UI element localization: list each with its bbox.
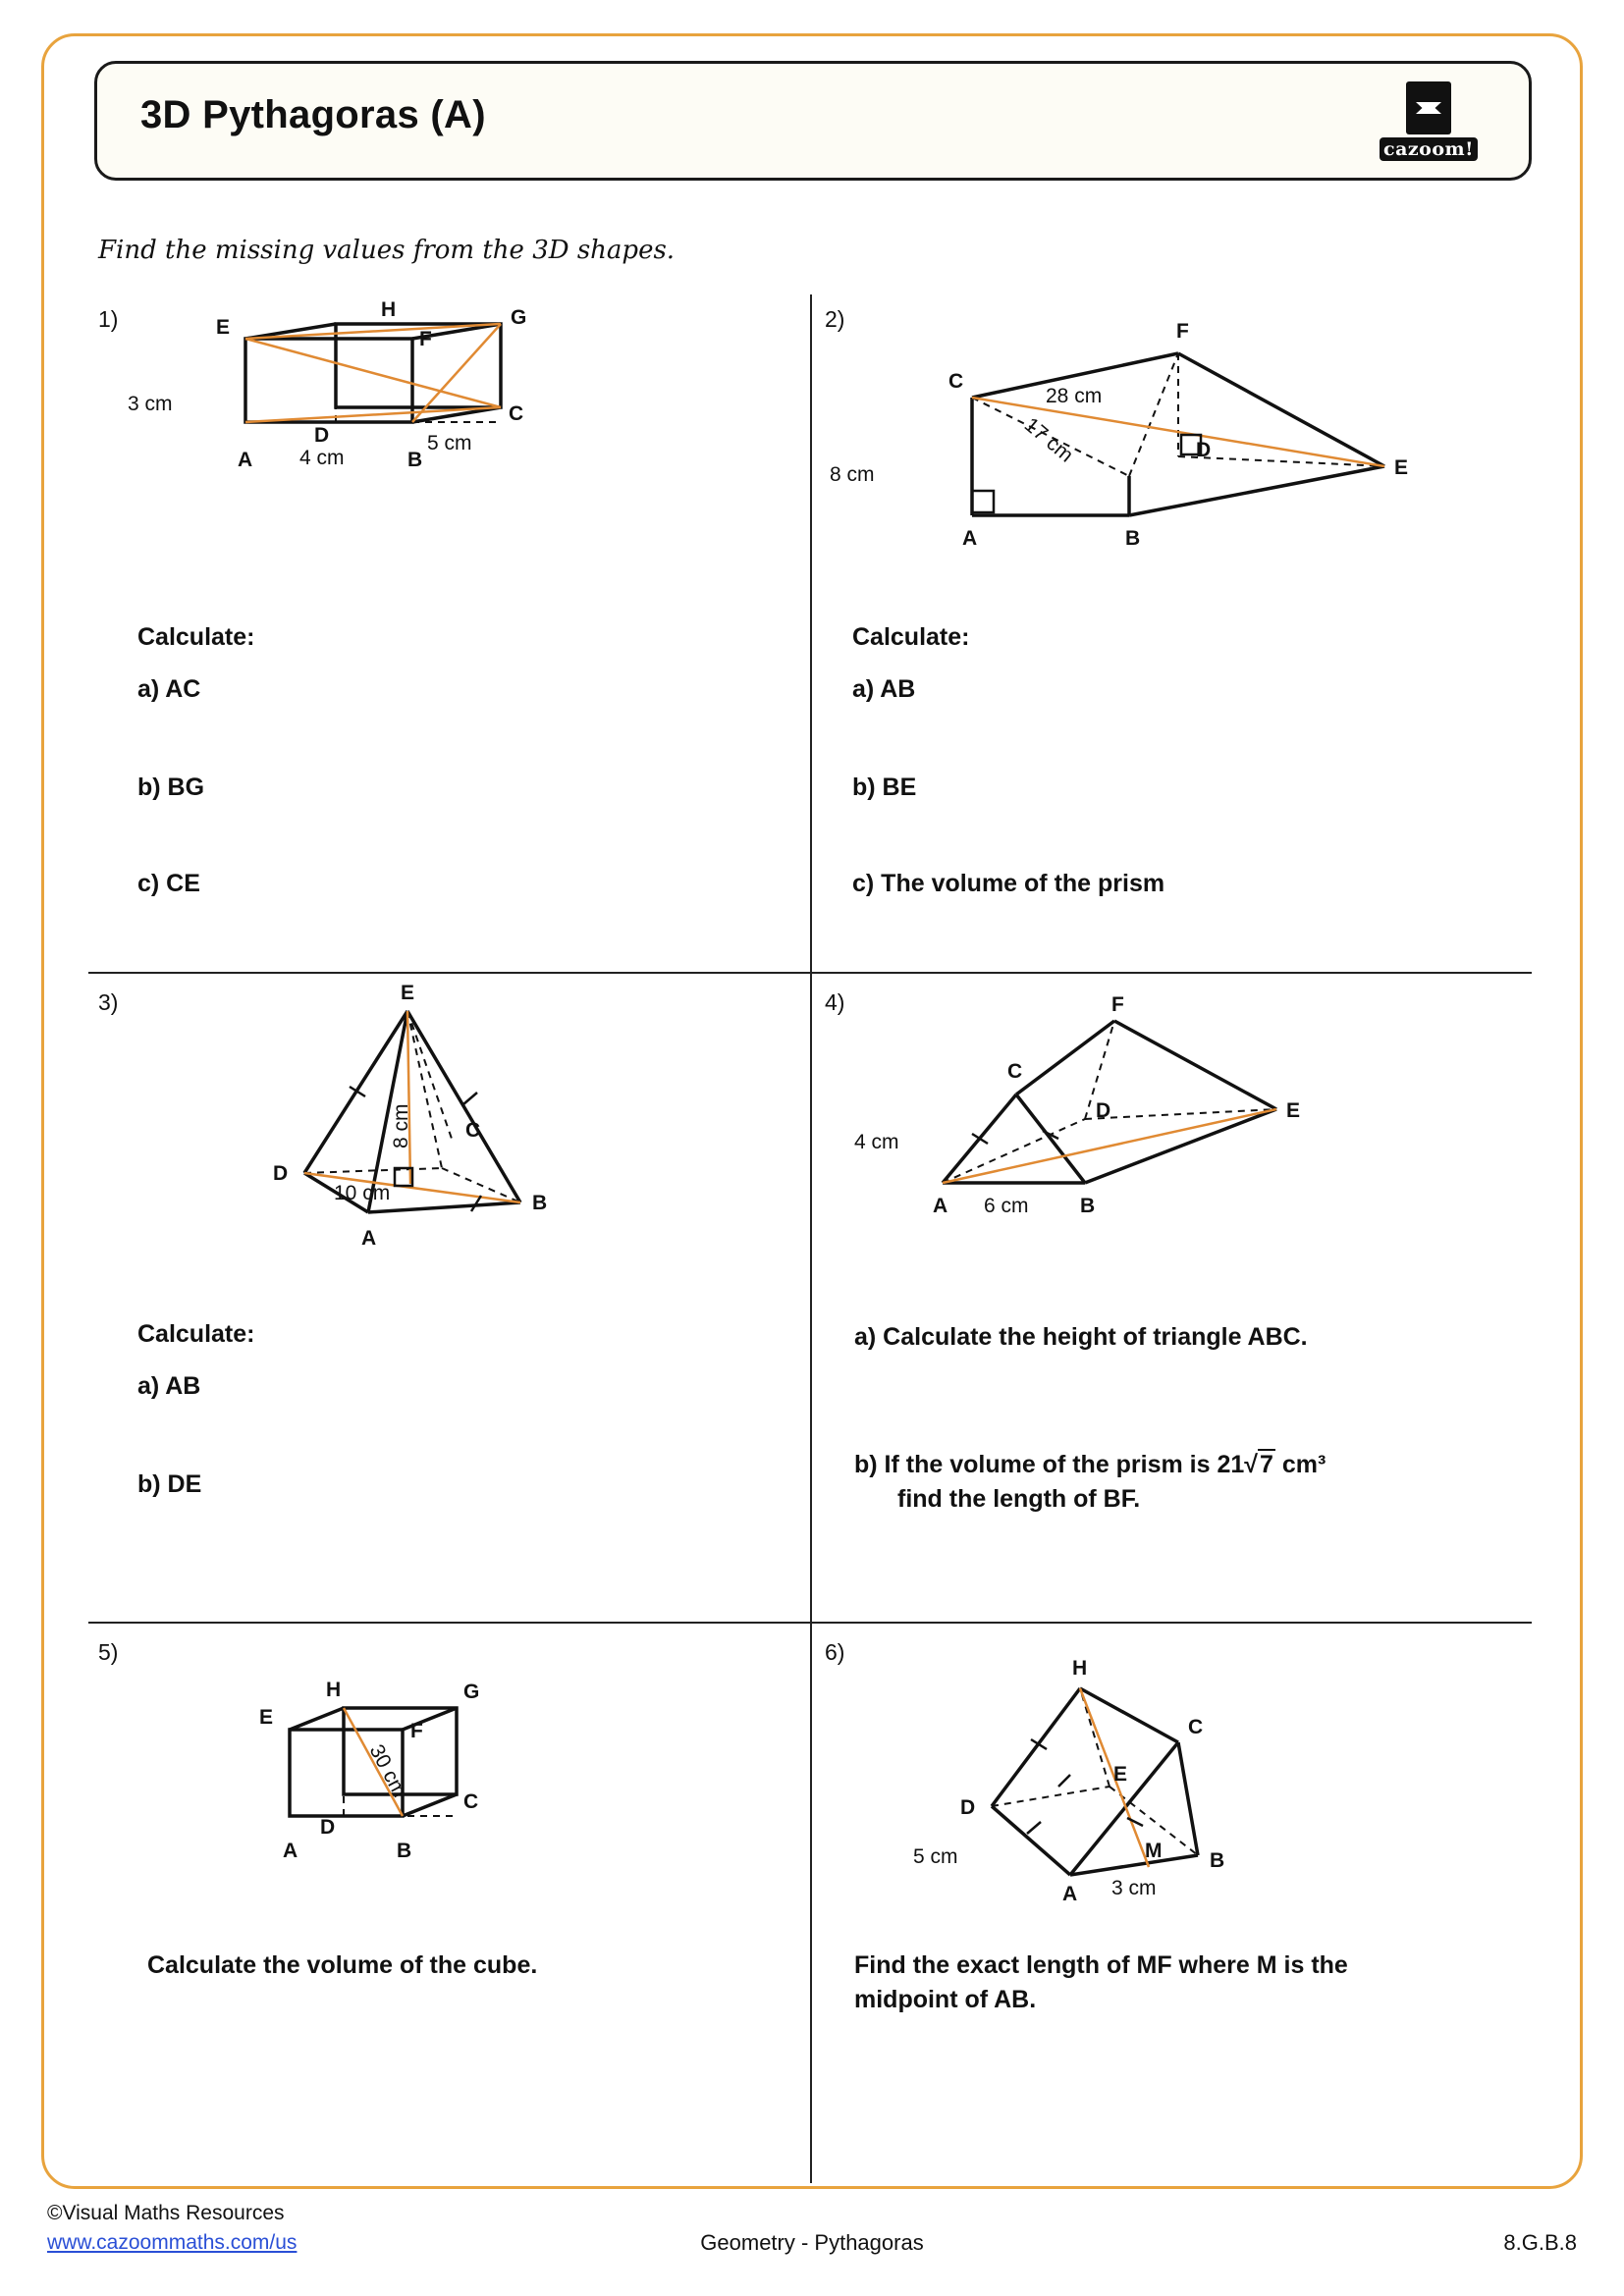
question-4-radicand: 7 (1260, 1451, 1273, 1478)
question-6-number: 6) (825, 1639, 845, 1665)
svg-text:C: C (1188, 1716, 1204, 1738)
question-4-part-b-post: cm³ (1274, 1451, 1326, 1478)
svg-text:B: B (532, 1192, 548, 1214)
column-divider-3 (810, 1624, 812, 2183)
question-4-number: 4) (825, 989, 845, 1015)
svg-text:C: C (509, 402, 524, 425)
question-6-figure (913, 1649, 1384, 1944)
svg-text:A: A (1062, 1883, 1078, 1905)
svg-text:B: B (407, 449, 423, 471)
svg-text:C: C (948, 370, 964, 393)
page-title: 3D Pythagoras (A) (140, 93, 486, 136)
svg-text:8 cm: 8 cm (830, 463, 875, 486)
question-1-part-a: a) AC (137, 675, 201, 703)
title-banner (94, 61, 1532, 181)
svg-text:H: H (326, 1679, 342, 1701)
svg-text:H: H (381, 298, 397, 321)
row-divider-1 (88, 972, 1532, 974)
svg-text:5 cm: 5 cm (427, 432, 472, 454)
question-2-part-a: a) AB (852, 675, 916, 703)
svg-text:E: E (1286, 1099, 1301, 1122)
cazoom-logo (1364, 81, 1493, 166)
svg-text:3 cm: 3 cm (128, 393, 173, 415)
footer-website-link[interactable]: www.cazoommaths.com/us (47, 2231, 298, 2255)
question-4-part-b-line2: find the length of BF. (897, 1485, 1141, 1513)
svg-text:M: M (1145, 1840, 1163, 1862)
svg-text:D: D (320, 1816, 336, 1839)
column-divider (810, 294, 812, 972)
svg-text:4 cm: 4 cm (854, 1131, 899, 1153)
svg-text:F: F (1176, 320, 1189, 343)
svg-text:B: B (1080, 1195, 1096, 1217)
svg-text:F: F (1111, 993, 1124, 1016)
logo-wordmark: cazoom! (1380, 137, 1478, 161)
column-divider-2 (810, 974, 812, 1622)
svg-text:D: D (314, 424, 330, 447)
svg-text:10 cm: 10 cm (334, 1182, 391, 1204)
question-2-figure (830, 294, 1483, 579)
svg-text:C: C (1007, 1060, 1023, 1083)
question-6-prompt-line1: Find the exact length of MF where M is the (854, 1951, 1348, 1979)
svg-text:D: D (1096, 1099, 1111, 1122)
question-1-calculate-label: Calculate: (137, 623, 255, 651)
question-3-number: 3) (98, 989, 119, 1015)
question-5-figure (259, 1659, 599, 1924)
svg-text:F: F (419, 328, 432, 350)
svg-text:C: C (465, 1119, 481, 1142)
svg-text:D: D (1196, 439, 1212, 461)
svg-text:A: A (962, 527, 978, 550)
cazoom-hourglass-icon (1406, 81, 1451, 134)
svg-text:D: D (960, 1796, 976, 1819)
question-6-prompt-line2: midpoint of AB. (854, 1986, 1037, 2013)
question-2-part-b: b) BE (852, 774, 917, 801)
question-1-part-b: b) BG (137, 774, 205, 801)
svg-text:B: B (1210, 1849, 1225, 1872)
footer-standard-code: 8.G.B.8 (1503, 2230, 1577, 2255)
question-4-part-b (854, 1448, 1502, 1517)
question-4-part-a: a) Calculate the height of triangle ABC. (854, 1323, 1308, 1351)
svg-text:G: G (463, 1681, 480, 1703)
question-1-figure (128, 298, 638, 510)
svg-text:G: G (511, 306, 527, 329)
svg-text:3 cm: 3 cm (1111, 1877, 1157, 1899)
svg-text:F: F (410, 1720, 423, 1742)
svg-text:A: A (283, 1840, 298, 1862)
svg-text:E: E (216, 316, 231, 339)
question-1-number: 1) (98, 306, 119, 332)
question-4-part-b-pre: b) If the volume of the prism is 21 (854, 1451, 1245, 1478)
svg-text:E: E (259, 1706, 274, 1729)
svg-text:4 cm: 4 cm (299, 447, 345, 469)
svg-text:E: E (1113, 1763, 1128, 1786)
svg-text:17 cm: 17 cm (1019, 413, 1078, 467)
footer-copyright: ©Visual Maths Resources (47, 2202, 285, 2224)
svg-text:B: B (397, 1840, 412, 1862)
svg-text:E: E (1394, 456, 1409, 479)
svg-text:D: D (273, 1162, 289, 1185)
svg-text:H: H (1072, 1657, 1088, 1680)
svg-text:E: E (401, 982, 415, 1004)
svg-text:A: A (933, 1195, 948, 1217)
question-2-calculate-label: Calculate: (852, 623, 970, 651)
question-3-part-a: a) AB (137, 1372, 201, 1400)
question-2-number: 2) (825, 306, 845, 332)
question-3-calculate-label: Calculate: (137, 1320, 255, 1348)
svg-text:8 cm: 8 cm (390, 1103, 412, 1148)
svg-text:C: C (463, 1790, 479, 1813)
question-3-part-b: b) DE (137, 1470, 202, 1498)
footer-topic: Geometry - Pythagoras (700, 2230, 924, 2255)
question-4-figure (854, 993, 1453, 1247)
svg-text:B: B (1125, 527, 1141, 550)
svg-text:30 cm: 30 cm (364, 1740, 411, 1801)
svg-text:28 cm: 28 cm (1046, 385, 1103, 407)
svg-text:A: A (361, 1227, 377, 1250)
sqrt-icon: √ (1244, 1451, 1259, 1478)
question-6-prompt (854, 1949, 1502, 2017)
row-divider-2 (88, 1622, 1532, 1624)
svg-text:5 cm: 5 cm (913, 1845, 958, 1868)
question-3-figure (245, 982, 638, 1286)
svg-text:6 cm: 6 cm (984, 1195, 1029, 1217)
question-1-part-c: c) CE (137, 870, 200, 897)
svg-text:A: A (238, 449, 253, 471)
question-5-prompt: Calculate the volume of the cube. (147, 1951, 538, 1979)
instruction-text: Find the missing values from the 3D shapes. (98, 236, 676, 265)
question-2-part-c: c) The volume of the prism (852, 870, 1165, 897)
question-5-number: 5) (98, 1639, 119, 1665)
